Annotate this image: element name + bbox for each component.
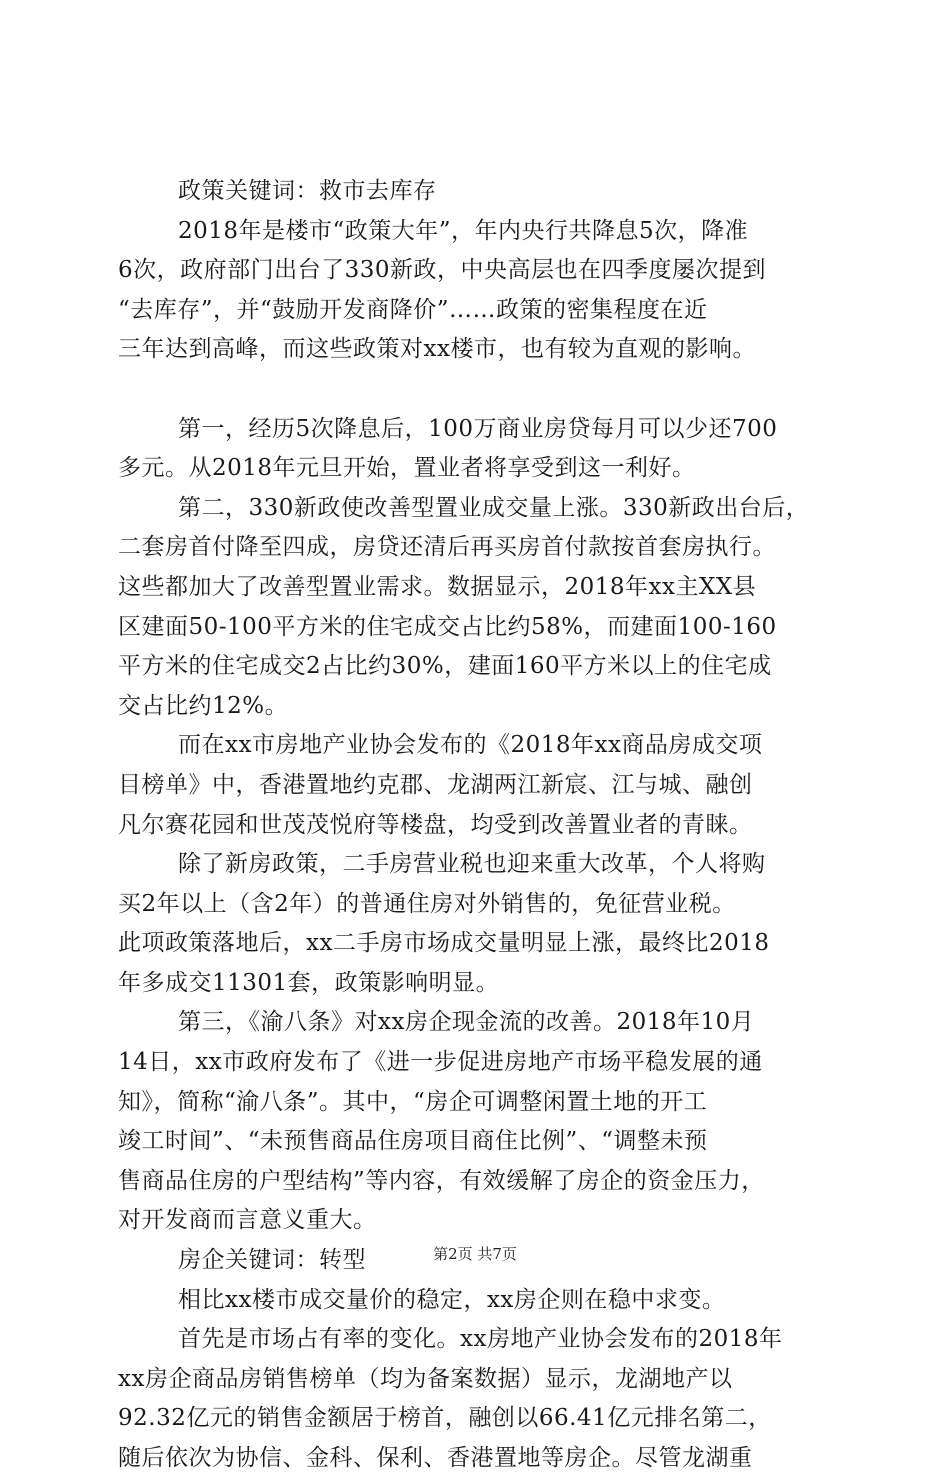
paragraph-line: 目榜单》中，香港置地约克郡、龙湖两江新宸、江与城、融创: [118, 771, 753, 798]
paragraph-line: xx房企商品房销售榜单（均为备案数据）显示，龙湖地产以: [118, 1365, 733, 1392]
paragraph-line: 第三，《渝八条》对xx房企现金流的改善。2018年10月: [178, 1009, 755, 1036]
paragraph-line: 这些都加大了改善型置业需求。数据显示，2018年xx主XX县: [118, 573, 757, 600]
paragraph-line: 2018年是楼市“政策大年”，年内央行共降息5次，降准: [178, 217, 749, 244]
section-heading-developers: 房企关键词：转型: [178, 1247, 366, 1274]
document-body: [118, 172, 838, 1479]
paragraph-line: 竣工时间”、“未预售商品住房项目商住比例”、“调整未预: [118, 1128, 708, 1155]
paragraph-line: 92.32亿元的销售金额居于榜首，融创以66.41亿元排名第二，: [118, 1405, 772, 1432]
paragraph-line: 相比xx楼市成交量价的稳定，xx房企则在稳中求变。: [178, 1286, 726, 1313]
paragraph-line: 年多成交11301套，政策影响明显。: [118, 969, 500, 996]
paragraph-line: 第二，330新政使改善型置业成交量上涨。330新政出台后，: [178, 494, 810, 521]
paragraph-line: 除了新房政策，二手房营业税也迎来重大改革，个人将购: [178, 851, 766, 878]
paragraph-line: 凡尔赛花园和世茂茂悦府等楼盘，均受到改善置业者的青睐。: [118, 811, 753, 838]
paragraph-line: 多元。从2018年元旦开始，置业者将享受到这一利好。: [118, 455, 696, 482]
paragraph-line: 平方米的住宅成交2占比约30%，建面160平方米以上的住宅成: [118, 653, 772, 680]
paragraph-line: 知》，简称“渝八条”。其中，“房企可调整闲置土地的开工: [118, 1088, 708, 1115]
paragraph-line: 14日，xx市政府发布了《进一步促进房地产市场平稳发展的通: [118, 1049, 763, 1076]
page-number-footer: 第2页 共7页: [433, 1245, 517, 1263]
paragraph-line: 售商品住房的户型结构”等内容，有效缓解了房企的资金压力，: [118, 1167, 765, 1194]
paragraph-spacer: [118, 370, 838, 410]
paragraph-line: 对开发商而言意义重大。: [118, 1207, 377, 1234]
paragraph-line: 三年达到高峰，而这些政策对xx楼市，也有较为直观的影响。: [118, 336, 756, 363]
paragraph-line: 区建面50-100平方米的住宅成交占比约58%，而建面100-160: [118, 613, 777, 640]
paragraph-line: 二套房首付降至四成，房贷还清后再买房首付款按首套房执行。: [118, 534, 776, 561]
paragraph-line: 6次，政府部门出台了330新政，中央高层也在四季度屡次提到: [118, 257, 767, 284]
paragraph-line: 第一，经历5次降息后，100万商业房贷每月可以少还700: [178, 415, 778, 442]
paragraph-line: 买2年以上（含2年）的普通住房对外销售的，免征营业税。: [118, 890, 736, 917]
section-heading-policy: 政策关键词：救市去库存: [178, 178, 437, 204]
paragraph-line: 交占比约12%。: [118, 692, 289, 719]
paragraph-line: 此项政策落地后，xx二手房市场成交量明显上涨，最终比2018: [118, 930, 770, 957]
paragraph-line: 随后依次为协信、金科、保利、香港置地等房企。尽管龙湖重: [118, 1445, 753, 1471]
paragraph-line: 而在xx市房地产业协会发布的《2018年xx商品房成交项: [178, 732, 763, 759]
paragraph-line: “去库存”，并“鼓励开发商降价”……政策的密集程度在近: [118, 296, 708, 323]
paragraph-line: 首先是市场占有率的变化。xx房地产业协会发布的2018年: [178, 1326, 783, 1353]
